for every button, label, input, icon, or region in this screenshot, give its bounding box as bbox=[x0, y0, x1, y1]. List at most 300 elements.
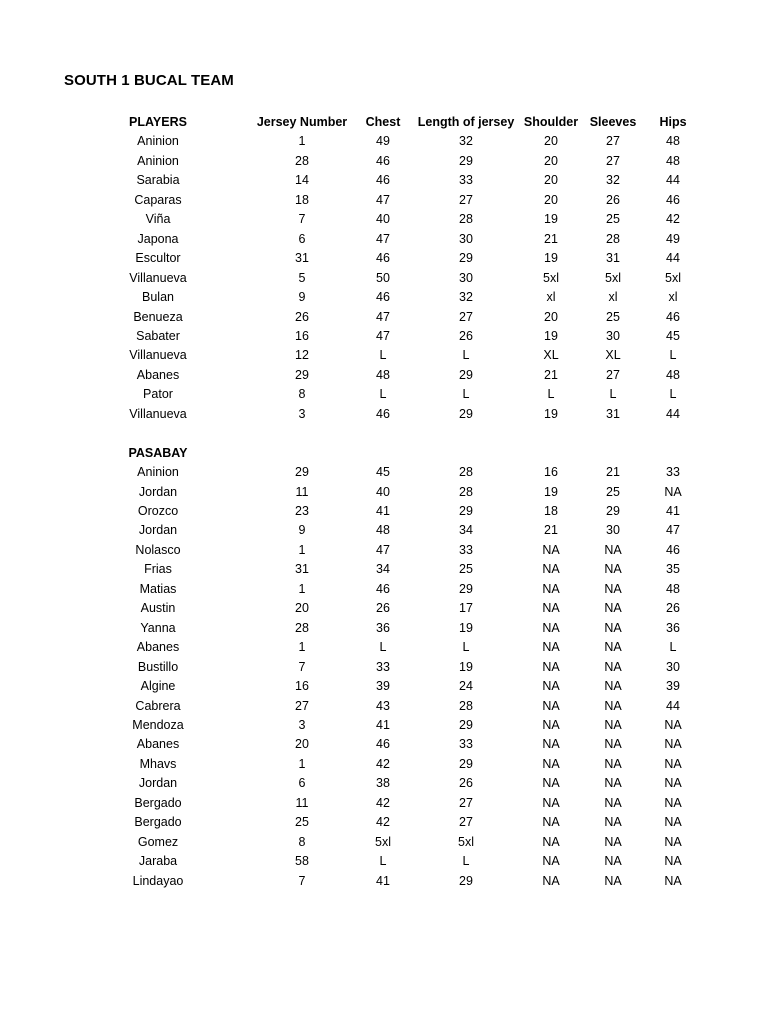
table-row bbox=[0, 463, 768, 482]
table-row-cell: Abanes bbox=[136, 367, 180, 382]
table-row-cell: 41 bbox=[666, 504, 680, 518]
table-row bbox=[0, 385, 768, 404]
table-row-cell: 32 bbox=[606, 173, 620, 188]
table-row-cell: NA bbox=[542, 873, 560, 888]
table-row-cell: 21 bbox=[544, 523, 558, 538]
group-label: PASABAY bbox=[128, 445, 188, 460]
table-row-cell: 20 bbox=[544, 192, 558, 207]
table-row-cell: 26 bbox=[666, 601, 680, 616]
table-row-cell: NA bbox=[542, 542, 560, 557]
table-row bbox=[0, 638, 768, 657]
table-row-cell: 16 bbox=[295, 679, 309, 694]
table-row-cell: 45 bbox=[666, 328, 680, 343]
table-row bbox=[0, 405, 768, 424]
table-row-cell: 26 bbox=[459, 776, 473, 791]
table-row-cell: Villanueva bbox=[129, 406, 187, 421]
table-row-cell: 48 bbox=[666, 134, 680, 149]
table-row-cell: NA bbox=[604, 601, 622, 616]
table-row-cell: Cabrera bbox=[135, 698, 181, 713]
table-row-cell: 36 bbox=[666, 620, 680, 635]
table-row-cell: 18 bbox=[544, 504, 558, 518]
table-row-cell: XL bbox=[543, 348, 559, 363]
table-row-cell: 25 bbox=[606, 484, 620, 499]
table-header-row-cell: Jersey Number bbox=[256, 115, 348, 129]
table-row-cell: 46 bbox=[376, 173, 390, 188]
table-row bbox=[0, 249, 768, 268]
table-row-cell: 41 bbox=[376, 504, 390, 518]
table-row-cell: 7 bbox=[298, 659, 306, 674]
table-row-cell: L bbox=[547, 387, 555, 402]
table-row-cell: 34 bbox=[376, 562, 390, 577]
table-row bbox=[0, 735, 768, 754]
table-row-cell: 11 bbox=[295, 795, 309, 810]
table-row bbox=[0, 697, 768, 716]
table-row-cell: 6 bbox=[298, 776, 306, 791]
table-row bbox=[0, 288, 768, 307]
table-row-cell: NA bbox=[604, 815, 622, 830]
table-row-cell: L bbox=[379, 640, 387, 655]
table-row-cell: NA bbox=[604, 679, 622, 694]
table-row-cell: 7 bbox=[298, 873, 306, 888]
table-row-cell: Viña bbox=[145, 212, 171, 227]
table-row-cell: 23 bbox=[295, 504, 309, 518]
table-row-cell: 33 bbox=[459, 542, 473, 557]
table-row-cell: Mendoza bbox=[132, 717, 184, 732]
table-row-cell: 33 bbox=[376, 659, 390, 674]
table-row-cell: 7 bbox=[298, 212, 306, 227]
table-header-row-cell: Length of jersey bbox=[417, 115, 515, 129]
table-row-cell: Pator bbox=[143, 387, 173, 402]
table-row-cell: 19 bbox=[544, 251, 558, 266]
table-row-cell: 31 bbox=[606, 406, 620, 421]
table-row-cell: NA bbox=[542, 698, 560, 713]
table-row-cell: Jordan bbox=[138, 484, 178, 499]
table-row bbox=[0, 191, 768, 210]
table-row-cell: 21 bbox=[544, 367, 558, 382]
table-row-cell: 39 bbox=[666, 679, 680, 694]
table-row-cell: NA bbox=[664, 717, 682, 732]
table-row-cell: NA bbox=[604, 834, 622, 849]
table-row bbox=[0, 677, 768, 696]
table-row-cell: xl bbox=[668, 290, 678, 305]
table-row bbox=[0, 580, 768, 599]
document-title: SOUTH 1 BUCAL TEAM bbox=[64, 72, 234, 89]
table-row-cell: NA bbox=[664, 776, 682, 791]
table-row-cell: 20 bbox=[544, 153, 558, 168]
table-row-cell: 46 bbox=[376, 406, 390, 421]
table-row-cell: 1 bbox=[298, 756, 306, 771]
table-row-cell: 21 bbox=[544, 231, 558, 246]
table-row-cell: 44 bbox=[666, 698, 680, 713]
table-row-cell: L bbox=[669, 348, 677, 363]
table-row-cell: 19 bbox=[544, 328, 558, 343]
table-row-cell: NA bbox=[604, 640, 622, 655]
table-row-cell: 27 bbox=[606, 153, 620, 168]
table-row-cell: 48 bbox=[376, 523, 390, 538]
table-row bbox=[0, 483, 768, 502]
table-row-cell: Bergado bbox=[134, 795, 182, 810]
table-row-cell: L bbox=[609, 387, 617, 402]
table-row-cell: 17 bbox=[459, 601, 473, 616]
table-row-cell: 32 bbox=[459, 290, 473, 305]
table-row-cell: 41 bbox=[376, 873, 390, 888]
table-row-cell: Abanes bbox=[136, 640, 180, 655]
table-row-cell: 29 bbox=[295, 465, 309, 480]
table-row-cell: NA bbox=[604, 542, 622, 557]
table-row-cell: 20 bbox=[295, 601, 309, 616]
table-row-cell: Japona bbox=[137, 231, 179, 246]
table-row-cell: Aninion bbox=[137, 465, 179, 480]
table-row bbox=[0, 327, 768, 346]
table-row-cell: 29 bbox=[606, 504, 620, 518]
table-row-cell: 29 bbox=[459, 367, 473, 382]
table-row-cell: NA bbox=[542, 815, 560, 830]
table-row bbox=[0, 599, 768, 618]
table-row-cell: 19 bbox=[459, 659, 473, 674]
table-row-cell: 47 bbox=[376, 542, 390, 557]
table-row-cell: 32 bbox=[459, 134, 473, 149]
table-row-cell: 46 bbox=[666, 192, 680, 207]
table-header-row-cell: Chest bbox=[365, 115, 401, 129]
table-row-cell: Bergado bbox=[134, 815, 182, 830]
table-row-cell: 47 bbox=[376, 309, 390, 324]
table-header-row-cell: Shoulder bbox=[523, 115, 579, 129]
table-row-cell: 26 bbox=[606, 192, 620, 207]
table-row-cell: 44 bbox=[666, 406, 680, 421]
table-row bbox=[0, 152, 768, 171]
table-row-cell: NA bbox=[542, 620, 560, 635]
table-row-cell: 40 bbox=[376, 484, 390, 499]
table-row-cell: XL bbox=[605, 348, 621, 363]
table-row-cell: L bbox=[462, 348, 470, 363]
table-row-cell: NA bbox=[542, 562, 560, 577]
table-row-cell: 9 bbox=[298, 290, 306, 305]
table-row bbox=[0, 346, 768, 365]
table-row-cell: L bbox=[462, 640, 470, 655]
table-row-cell: 29 bbox=[459, 251, 473, 266]
table-row-cell: 9 bbox=[298, 523, 306, 538]
table-header-row-cell: Sleeves bbox=[589, 115, 637, 129]
table-row-cell: NA bbox=[604, 737, 622, 752]
table-row-cell: 19 bbox=[459, 620, 473, 635]
table-row-cell: 29 bbox=[459, 504, 473, 518]
table-row-cell: 34 bbox=[459, 523, 473, 538]
table-row-cell: 38 bbox=[376, 776, 390, 791]
table-row-cell: Lindayao bbox=[132, 873, 184, 888]
table-row-cell: 21 bbox=[606, 465, 620, 480]
table-row-cell: 47 bbox=[376, 231, 390, 246]
table-row-cell: NA bbox=[542, 640, 560, 655]
table-row bbox=[0, 755, 768, 774]
table-row-cell: 42 bbox=[376, 756, 390, 771]
table-row-cell: 30 bbox=[666, 659, 680, 674]
table-row-cell: 39 bbox=[376, 679, 390, 694]
table-row-cell: 30 bbox=[606, 328, 620, 343]
table-row-cell: Frias bbox=[144, 562, 172, 577]
table-row-cell: NA bbox=[604, 620, 622, 635]
table-row-cell: 28 bbox=[459, 465, 473, 480]
table-row-cell: 42 bbox=[666, 212, 680, 227]
table-row-cell: 31 bbox=[606, 251, 620, 266]
table-row-cell: 46 bbox=[376, 290, 390, 305]
table-row-cell: Bulan bbox=[142, 290, 174, 305]
table-row-cell: 31 bbox=[295, 562, 309, 577]
table-row-cell: xl bbox=[546, 290, 556, 305]
table-row-cell: 29 bbox=[459, 406, 473, 421]
table-row bbox=[0, 230, 768, 249]
table-row bbox=[0, 308, 768, 327]
table-row-cell: NA bbox=[664, 737, 682, 752]
table-row-cell: 43 bbox=[376, 698, 390, 713]
table-row-cell: 12 bbox=[295, 348, 309, 363]
table-row-cell: NA bbox=[604, 581, 622, 596]
table-row bbox=[0, 541, 768, 560]
table-row bbox=[0, 774, 768, 793]
table-row bbox=[0, 560, 768, 579]
group-label-row bbox=[0, 444, 768, 463]
table-row-cell: NA bbox=[604, 756, 622, 771]
table-row-cell: 36 bbox=[376, 620, 390, 635]
table-row-cell: 33 bbox=[459, 737, 473, 752]
table-row-cell: 29 bbox=[459, 873, 473, 888]
table-row-cell: NA bbox=[542, 659, 560, 674]
table-row-cell: 58 bbox=[295, 854, 309, 869]
table-row-cell: 33 bbox=[459, 173, 473, 188]
table-row-cell: 5xl bbox=[375, 834, 391, 849]
table-row bbox=[0, 872, 768, 891]
table-row-cell: 46 bbox=[376, 153, 390, 168]
table-header-row-cell: PLAYERS bbox=[129, 115, 187, 129]
table-row-cell: Mhavs bbox=[139, 756, 177, 771]
table-row-cell: 49 bbox=[376, 134, 390, 149]
table-row-cell: 27 bbox=[459, 192, 473, 207]
table-row-cell: 5xl bbox=[665, 270, 681, 285]
table-row-cell: NA bbox=[604, 795, 622, 810]
table-row-cell: Yanna bbox=[140, 620, 176, 635]
table-row-cell: 8 bbox=[298, 834, 306, 849]
table-header-row bbox=[0, 113, 768, 132]
table-row bbox=[0, 813, 768, 832]
table-row bbox=[0, 852, 768, 871]
table-row-cell: NA bbox=[604, 562, 622, 577]
table-row-cell: NA bbox=[542, 834, 560, 849]
table-row-cell: NA bbox=[604, 854, 622, 869]
table-row-cell: NA bbox=[542, 756, 560, 771]
table-row bbox=[0, 716, 768, 735]
table-row-cell: 19 bbox=[544, 212, 558, 227]
table-row-cell: NA bbox=[664, 756, 682, 771]
table-row-cell: Jordan bbox=[138, 776, 178, 791]
table-row-cell: 28 bbox=[295, 153, 309, 168]
table-row-cell: NA bbox=[542, 795, 560, 810]
table-row-cell: NA bbox=[604, 717, 622, 732]
table-row-cell: NA bbox=[542, 601, 560, 616]
table-row-cell: 20 bbox=[544, 309, 558, 324]
table-row-cell: 48 bbox=[666, 153, 680, 168]
table-header-row-cell: Hips bbox=[659, 115, 687, 129]
table-row bbox=[0, 171, 768, 190]
table-row-cell: NA bbox=[664, 815, 682, 830]
table-row-cell: NA bbox=[604, 698, 622, 713]
table-row-cell: L bbox=[669, 640, 677, 655]
table-row bbox=[0, 658, 768, 677]
table-row-cell: 27 bbox=[606, 367, 620, 382]
table-row-cell: 46 bbox=[666, 309, 680, 324]
table-row-cell: Abanes bbox=[136, 737, 180, 752]
table-row-cell: NA bbox=[542, 717, 560, 732]
table-row-cell: 1 bbox=[298, 134, 306, 149]
table-row-cell: Caparas bbox=[134, 192, 182, 207]
table-row-cell: L bbox=[379, 348, 387, 363]
table-row-cell: 27 bbox=[459, 815, 473, 830]
table-row-cell: 5xl bbox=[605, 270, 621, 285]
table-row bbox=[0, 619, 768, 638]
table-row-cell: 49 bbox=[666, 231, 680, 246]
table-row-cell: NA bbox=[604, 659, 622, 674]
table-row bbox=[0, 366, 768, 385]
table-row-cell: 28 bbox=[606, 231, 620, 246]
table-row-cell: 28 bbox=[459, 698, 473, 713]
table-row-cell: Jordan bbox=[138, 523, 178, 538]
table-row-cell: 48 bbox=[666, 581, 680, 596]
table-row-cell: 42 bbox=[376, 795, 390, 810]
table-row-cell: Algine bbox=[140, 679, 176, 694]
table-row-cell: 45 bbox=[376, 465, 390, 480]
table-row-cell: 48 bbox=[376, 367, 390, 382]
table-row-cell: 1 bbox=[298, 581, 306, 596]
table-row-cell: 20 bbox=[544, 173, 558, 188]
table-row-cell: 27 bbox=[295, 698, 309, 713]
table-row-cell: 3 bbox=[298, 406, 306, 421]
table-row-cell: 25 bbox=[606, 309, 620, 324]
table-row-cell: L bbox=[379, 387, 387, 402]
table-row-cell: 46 bbox=[666, 542, 680, 557]
table-row-cell: 46 bbox=[376, 251, 390, 266]
table-row-cell: 1 bbox=[298, 640, 306, 655]
table-row-cell: 44 bbox=[666, 173, 680, 188]
table-row-cell: 47 bbox=[376, 192, 390, 207]
table-row-cell: NA bbox=[542, 776, 560, 791]
table-row-cell: 6 bbox=[298, 231, 306, 246]
table-row-cell: 48 bbox=[666, 367, 680, 382]
table-row-cell: 25 bbox=[606, 212, 620, 227]
table-row-cell: 40 bbox=[376, 212, 390, 227]
table-row bbox=[0, 794, 768, 813]
table-row-cell: 8 bbox=[298, 387, 306, 402]
table-row-cell: 44 bbox=[666, 251, 680, 266]
table-row-cell: 24 bbox=[459, 679, 473, 694]
table-row-cell: 26 bbox=[459, 328, 473, 343]
table-row bbox=[0, 269, 768, 288]
table-row-cell: 20 bbox=[544, 134, 558, 149]
table-row-cell: 30 bbox=[606, 523, 620, 538]
table-row-cell: NA bbox=[604, 776, 622, 791]
table-row-cell: Villanueva bbox=[129, 270, 187, 285]
table-row-cell: L bbox=[462, 387, 470, 402]
table-row bbox=[0, 210, 768, 229]
table-row-cell: NA bbox=[604, 873, 622, 888]
table-row-cell: 28 bbox=[459, 484, 473, 499]
table-row-cell: 31 bbox=[295, 251, 309, 266]
table-row-cell: L bbox=[379, 854, 387, 869]
table-row-cell: 19 bbox=[544, 406, 558, 421]
table-row-cell: NA bbox=[542, 737, 560, 752]
table-row-cell: L bbox=[669, 387, 677, 402]
table-row-cell: Benueza bbox=[133, 309, 183, 324]
table-row-cell: Orozco bbox=[137, 504, 179, 518]
table-row-cell: Nolasco bbox=[135, 542, 181, 557]
table-row-cell: NA bbox=[664, 484, 682, 499]
table-row-cell: Aninion bbox=[137, 134, 179, 149]
table-row-cell: NA bbox=[542, 679, 560, 694]
table-row-cell: NA bbox=[542, 854, 560, 869]
table-row-cell: 16 bbox=[544, 465, 558, 480]
table-row-cell: 14 bbox=[295, 173, 309, 188]
table-row-cell: 3 bbox=[298, 717, 306, 732]
table-row-cell: 29 bbox=[459, 153, 473, 168]
table-row-cell: Jaraba bbox=[138, 854, 178, 869]
table-row bbox=[0, 833, 768, 852]
table-row-cell: Sarabia bbox=[136, 173, 180, 188]
table-row-cell: xl bbox=[608, 290, 618, 305]
table-row-cell: 29 bbox=[459, 756, 473, 771]
table-row-cell: 26 bbox=[295, 309, 309, 324]
table-row-cell: 26 bbox=[376, 601, 390, 616]
table-row-cell: 30 bbox=[459, 270, 473, 285]
table-row-cell: 47 bbox=[666, 523, 680, 538]
table-row-cell: NA bbox=[664, 834, 682, 849]
table-row-cell: 20 bbox=[295, 737, 309, 752]
table-row-cell: 1 bbox=[298, 542, 306, 557]
table-row-cell: 46 bbox=[376, 737, 390, 752]
table-row-cell: 27 bbox=[606, 134, 620, 149]
table-row-cell: 25 bbox=[459, 562, 473, 577]
table-row-cell: 29 bbox=[295, 367, 309, 382]
table-row-cell: 25 bbox=[295, 815, 309, 830]
table-row-cell: 50 bbox=[376, 270, 390, 285]
table-row-cell: Aninion bbox=[137, 153, 179, 168]
table-row-cell: 11 bbox=[295, 484, 309, 499]
table-row-cell: 5 bbox=[298, 270, 306, 285]
table-row bbox=[0, 132, 768, 151]
table-row-cell: Sabater bbox=[136, 328, 180, 343]
table-row-cell: 5xl bbox=[458, 834, 474, 849]
table-row-cell: Austin bbox=[140, 601, 176, 616]
table-row-cell: NA bbox=[664, 873, 682, 888]
table-row-cell: 16 bbox=[295, 328, 309, 343]
table-row-cell: 27 bbox=[459, 795, 473, 810]
table-row-cell: 41 bbox=[376, 717, 390, 732]
table-row-cell: 42 bbox=[376, 815, 390, 830]
table-row-cell: 28 bbox=[459, 212, 473, 227]
table-row-cell: NA bbox=[664, 854, 682, 869]
table-row-cell: Escultor bbox=[135, 251, 181, 266]
table-row bbox=[0, 521, 768, 540]
table-row-cell: Matias bbox=[139, 581, 177, 596]
table-row-cell: 30 bbox=[459, 231, 473, 246]
table-row-cell: Gomez bbox=[137, 834, 179, 849]
table-row-cell: 35 bbox=[666, 562, 680, 577]
table-row-cell: Bustillo bbox=[137, 659, 179, 674]
table-row-cell: 33 bbox=[666, 465, 680, 480]
table-row-cell: 46 bbox=[376, 581, 390, 596]
table-row-cell: 18 bbox=[295, 192, 309, 207]
table-row-cell: 29 bbox=[459, 717, 473, 732]
table-row-cell: 19 bbox=[544, 484, 558, 499]
table-row-cell: Villanueva bbox=[129, 348, 187, 363]
table-row-cell: 28 bbox=[295, 620, 309, 635]
table-row-cell: 29 bbox=[459, 581, 473, 596]
